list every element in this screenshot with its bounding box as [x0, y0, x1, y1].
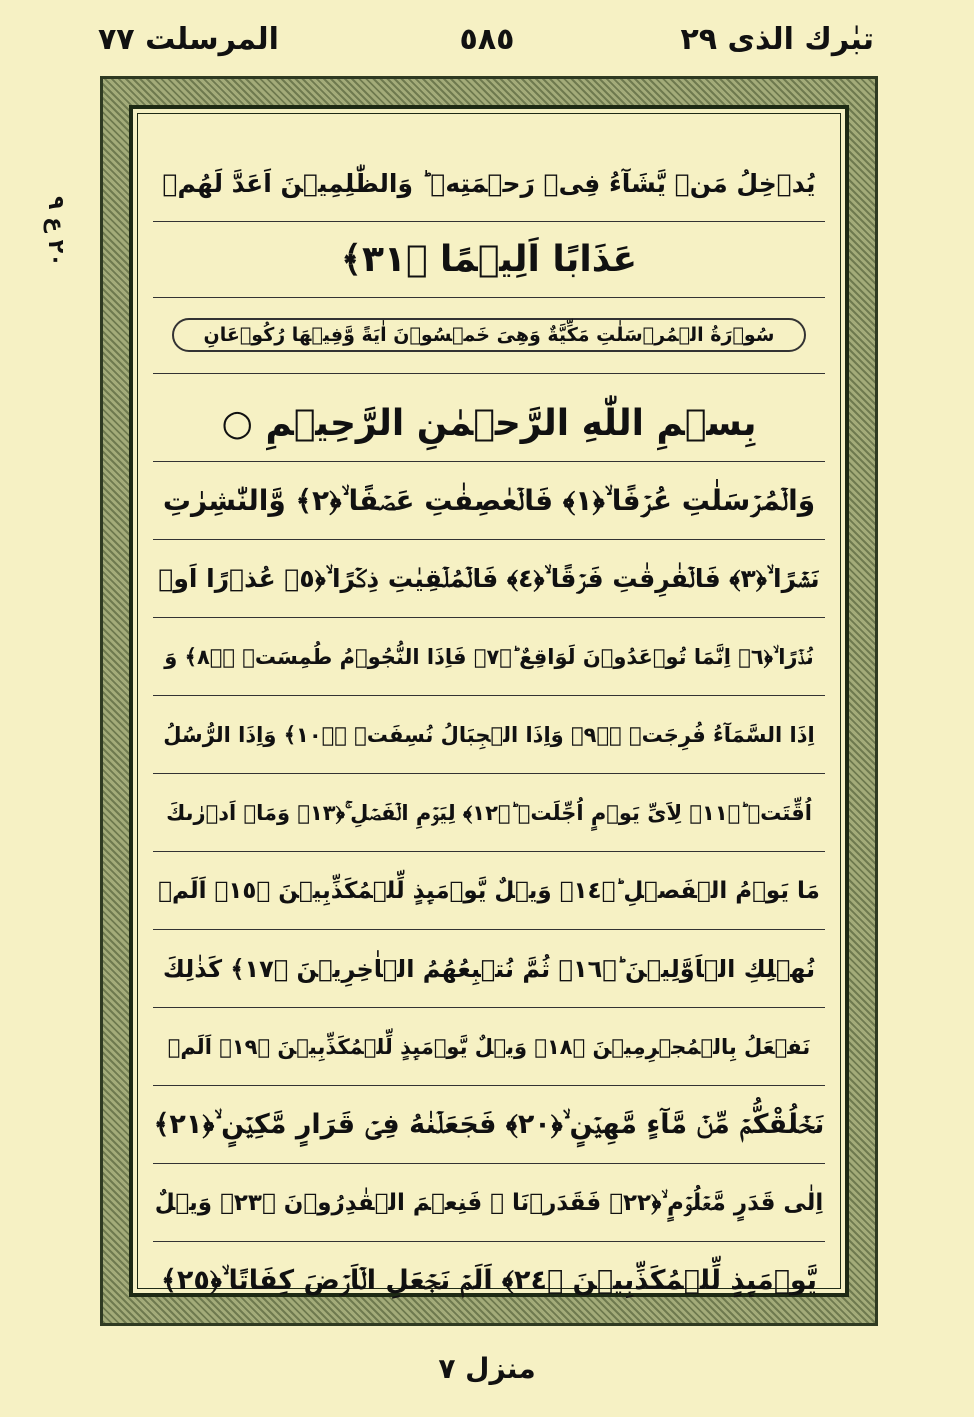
- manzil-footer: منزل ٧: [438, 1352, 536, 1385]
- verse-line: نُهۡلِكِ الۡاَوَّلِيۡنَ ؕ﴿١٦﴾ ثُمَّ نُتۡبِعُهُمُ الۡاٰخِرِيۡنَ ﴿١٧﴾ كَذٰلِكَ: [153, 931, 825, 1008]
- juz-title: تبٰرك الذى ٢٩: [680, 22, 874, 57]
- verse-line: عَذَابًا اَلِيۡمًا ﴿٣١﴾: [153, 221, 825, 298]
- verse-line: نَخۡلُقْكُّمۡ مِّنۡ مَّآءٍ مَّهِيۡنٍ ۙ﴿٢٠﴾ فَجَعَلۡنٰهُ فِىۡ قَرَارٍ مَّكِيۡنٍ ۙ﴿٢١﴾: [153, 1087, 825, 1164]
- verse-line: اُقِّتَتۡ ؕ﴿١١﴾ لِاَىِّ يَوۡمٍ اُجِّلَتۡ ؕ﴿١٢﴾ لِيَوۡمِ الۡفَصۡلِ ۚ﴿١٣﴾ وَمَاۤ اَدۡرٰٮكَ: [153, 775, 825, 852]
- surah-heading: [153, 297, 825, 374]
- verse-line: نُذۡرًا ۙ﴿٦﴾ اِنَّمَا تُوۡعَدُوۡنَ لَوَاقِعٌ ؕ﴿٧﴾ فَاِذَا النُّجُوۡمُ طُمِسَتۡ ۙ﴿٨﴾ وَ: [153, 619, 825, 696]
- surah-heading-text: سُوۡرَةُ الۡمُرۡسَلٰتِ مَكِّيَّةٌ وَهِىَ خَمۡسُوۡنَ اٰيَةً وَّفِيۡهَا رُكُوۡعَانِ: [172, 318, 807, 352]
- verse-line: يَّوۡمَٮِٕذٍ لِّلۡمُكَذِّبِيۡنَ ﴿٢٤﴾ اَلَمۡ نَجۡعَلِ الۡاَرۡضَ كِفَاتًا ۙ﴿٢٥﴾: [161, 1265, 817, 1296]
- verse-line: نَشۡرًا ۙ﴿٣﴾ فَالۡفٰرِقٰتِ فَرۡقًا ۙ﴿٤﴾ فَالۡمُلۡقِيٰتِ ذِكۡرًا ۙ﴿٥﴾ عُذۡرًا اَوۡ: [153, 541, 825, 618]
- page-frame: [100, 76, 878, 1326]
- verse-content: [133, 109, 845, 1296]
- verse-line: مَا يَوۡمُ الۡفَصۡلِ ؕ﴿١٤﴾ وَيۡلٌ يَّوۡمَٮِٕذٍ لِّلۡمُكَذِّبِيۡنَ ﴿١٥﴾ اَلَمۡ: [153, 853, 825, 930]
- verse-line: اِذَا السَّمَآءُ فُرِجَتۡ ۙ﴿٩﴾ وَاِذَا الۡجِبَالُ نُسِفَتۡ ۙ﴿١٠﴾ وَاِذَا الرُّسُلُ: [153, 697, 825, 774]
- verse-line: نَفۡعَلُ بِالۡمُجۡرِمِيۡنَ ﴿١٨﴾ وَيۡلٌ يَّوۡمَٮِٕذٍ لِّلۡمُكَذِّبِيۡنَ ﴿١٩﴾ اَلَمۡ: [153, 1009, 825, 1086]
- verse-line: يُدۡخِلُ مَنۡ يَّشَآءُ فِىۡ رَحۡمَتِهٖ ؕ وَالظّٰلِمِيۡنَ اَعَدَّ لَهُمۡ: [153, 145, 825, 222]
- surah-title: المرسلت ٧٧: [98, 22, 279, 57]
- page-header: [0, 22, 974, 66]
- bismillah: بِسۡمِ اللّٰهِ الرَّحۡمٰنِ الرَّحِيۡمِ ○: [153, 385, 825, 462]
- verse-line: وَالۡمُرۡسَلٰتِ عُرۡفًا ۙ﴿١﴾ فَالۡعٰصِفٰتِ عَصۡفًا ۙ﴿٢﴾ وَّالنّٰشِرٰتِ: [153, 463, 825, 540]
- verse-line: اِلٰى قَدَرٍ مَّعۡلُوۡمٍ ۙ﴿٢٢﴾ فَقَدَرۡنَا ۖ فَنِعۡمَ الۡقٰدِرُوۡنَ ﴿٢٣﴾ وَيۡلٌ: [153, 1165, 825, 1242]
- text-area: [129, 105, 849, 1297]
- ruku-marker: ٢٠ ع ٩: [43, 196, 68, 267]
- page-number: ٥٨٥: [459, 22, 515, 57]
